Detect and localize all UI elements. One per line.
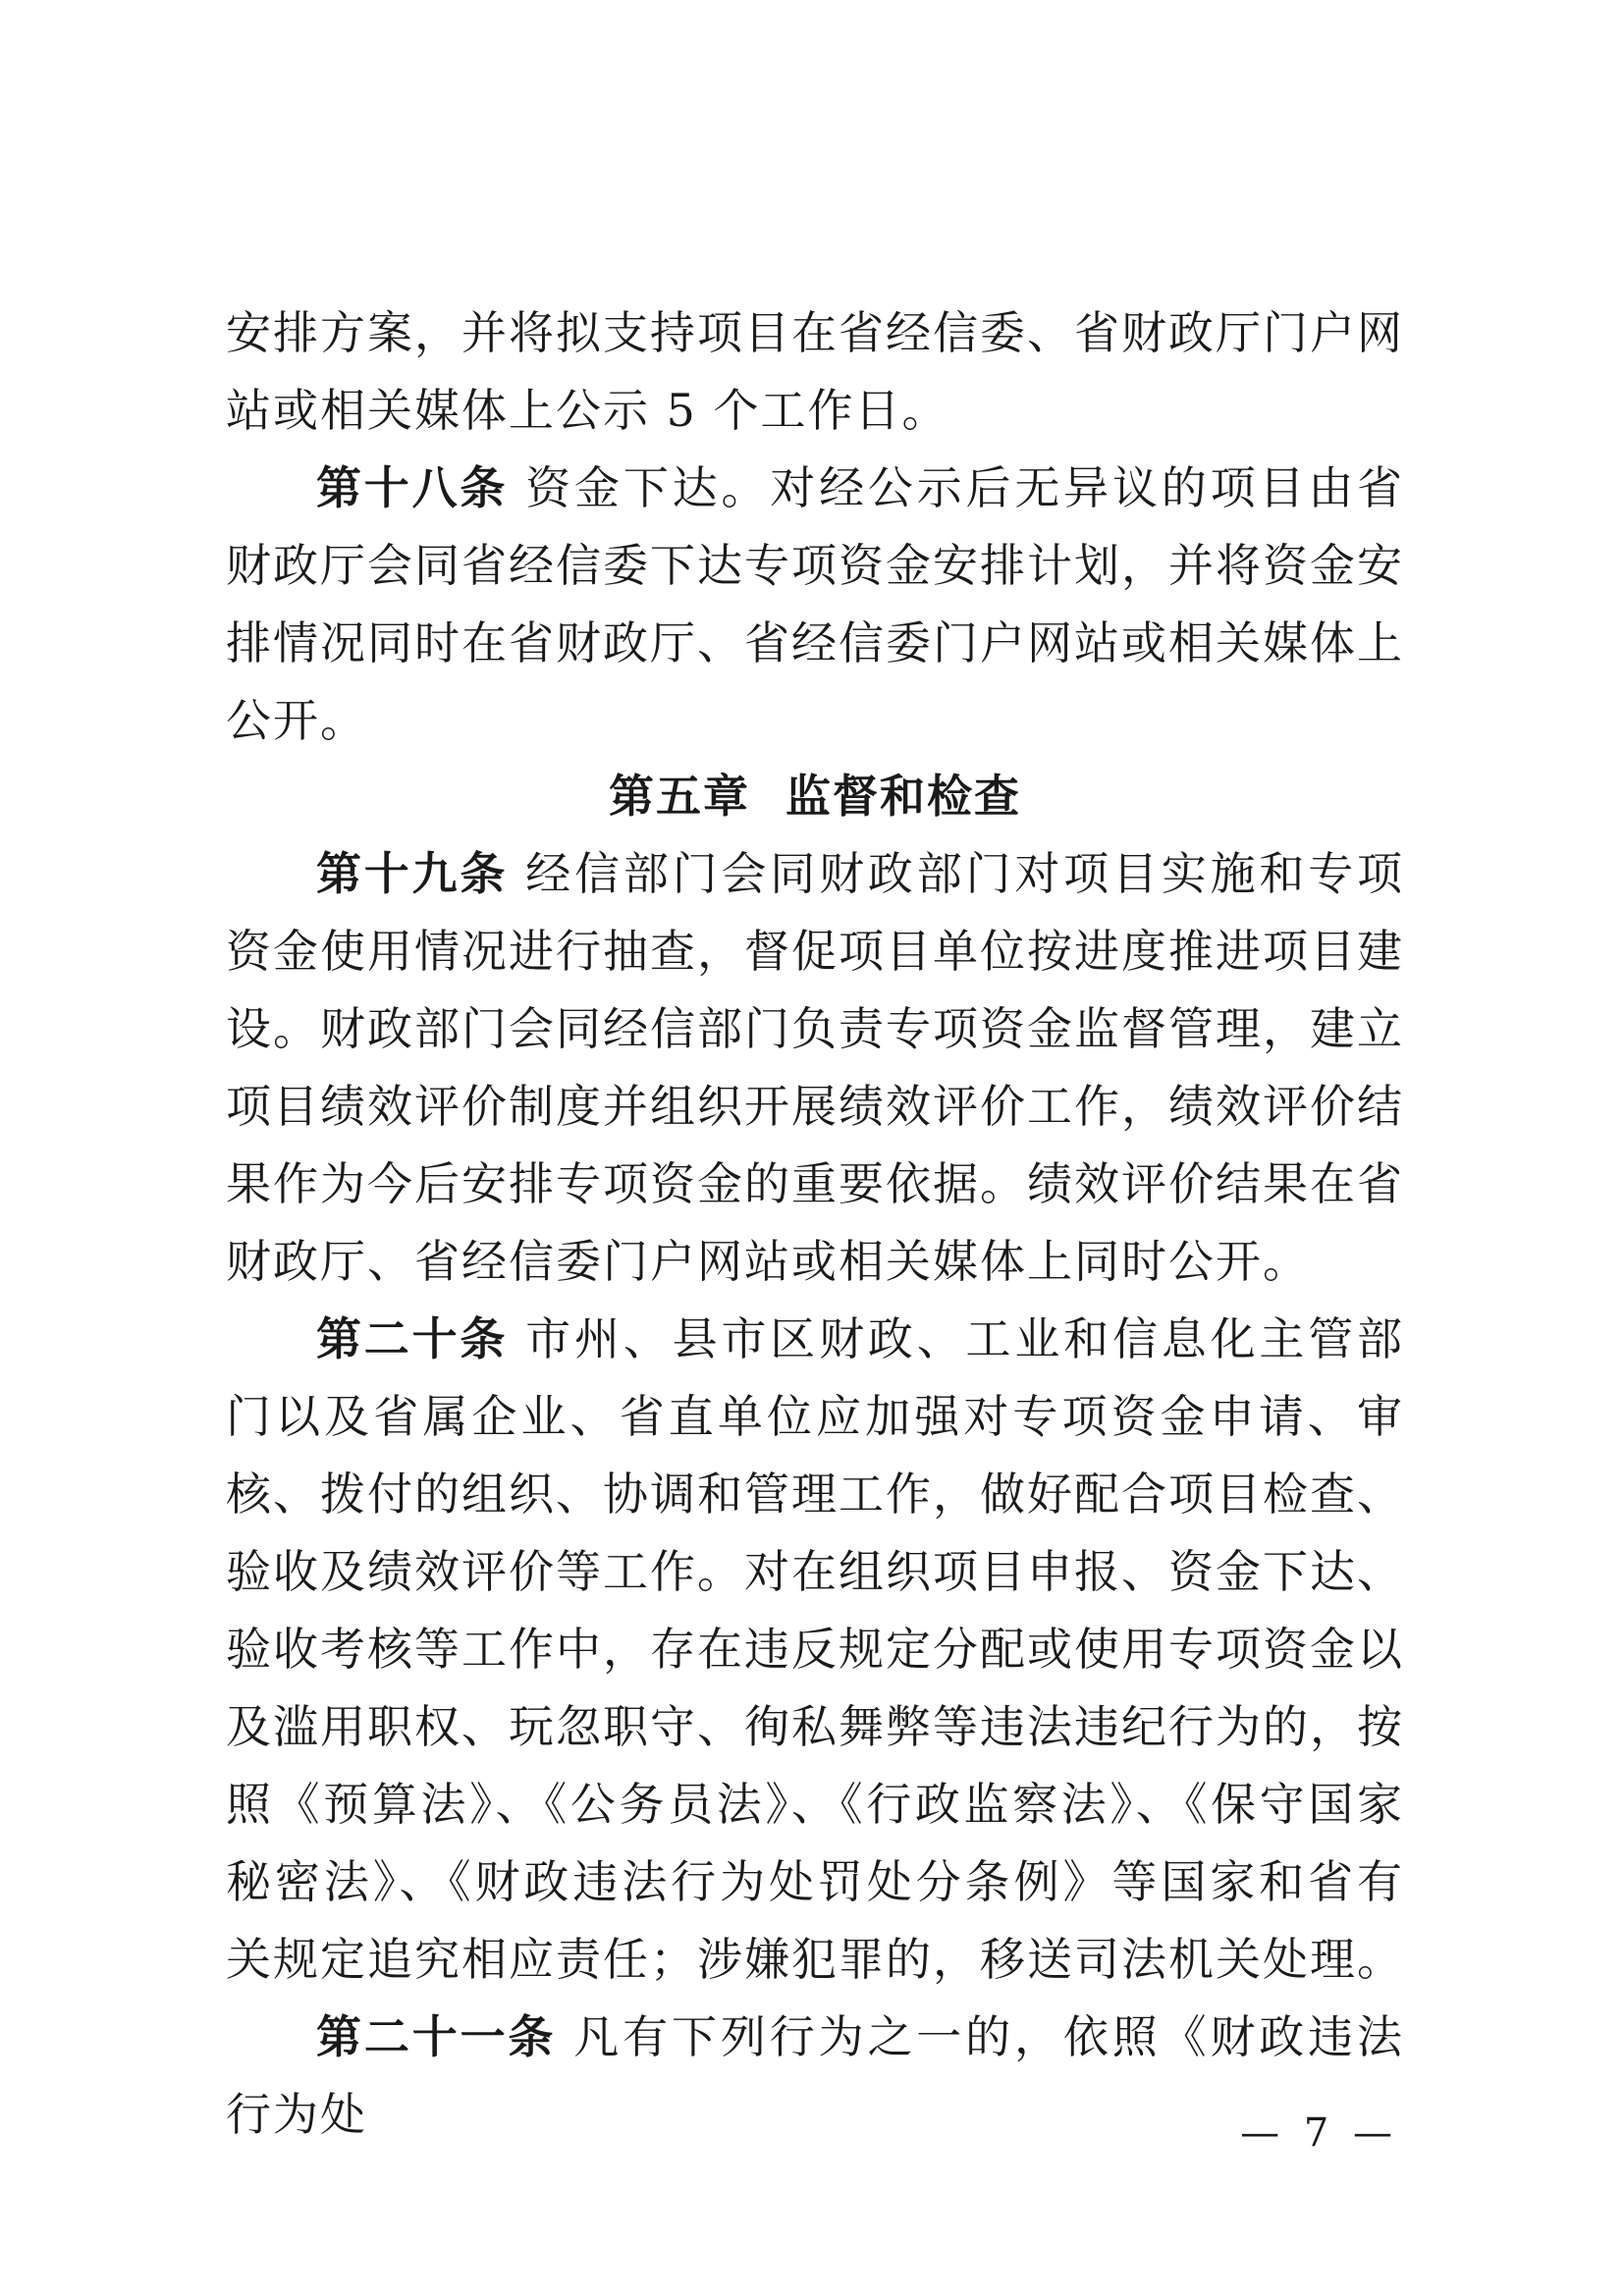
section-before-chapter [226,294,1404,760]
article-19-text: 经信部门会同财政部门对项目实施和专项资金使用情况进行抽查，督促项目单位按进度推进项目建设。财政部门会同经信部门负责专项资金监督管理，建立项目绩效评价制度并组织开展绩效评价工作，绩效评价结果作为今后安排专项资金的重要依据。绩效评价结果在省财政厅、省经信委门户网站或相关媒体上同时公开。 [226,847,1405,1288]
chapter-title: 监督和检查 [785,770,1021,823]
article-20-label: 第二十条 [316,1312,509,1365]
article-21-label: 第二十一条 [316,2010,557,2063]
article-18-paragraph [226,450,1404,760]
intro-continuation-paragraph [226,294,1404,450]
chapter-number: 第五章 [609,770,750,823]
intro-continuation-text: 安排方案，并将拟支持项目在省经信委、省财政厅门户网站或相关媒体上公示 5 个工作日。 [226,306,1404,437]
article-21-text: 凡有下列行为之一的，依照《财政违法行为处 [226,2010,1405,2141]
article-19-label: 第十九条 [316,847,509,900]
section-after-chapter [226,835,1404,2154]
article-18-label: 第十八条 [316,461,509,514]
article-20-paragraph [226,1301,1404,1999]
article-20-text: 市州、县市区财政、工业和信息化主管部门以及省属企业、省直单位应加强对专项资金申请、审核、拨付的组织、协调和管理工作，做好配合项目检查、验收及绩效评价等工作。对在组织项目申报、资金下达、验收考核等工作中，存在违反规定分配或使用专项资金以及滥用职权、玩忽职守、徇私舞弊等违法违纪行为的，按照《预算法》、《公务员法》、《行政监察法》、《保守国家秘密法》、《财政违法行为处罚处分条例》等国家和省有关规定追究相应责任；涉嫌犯罪的，移送司法机关处理。 [226,1312,1405,1986]
article-18-text: 资金下达。对经公示后无异议的项目由省财政厅会同省经信委下达专项资金安排计划，并将资金安排情况同时在省财政厅、省经信委门户网站或相关媒体上公开。 [226,461,1405,747]
chapter-heading [226,758,1404,835]
page-number: — 7 — [1240,2110,1398,2156]
article-21-paragraph [226,1999,1404,2154]
article-19-paragraph [226,835,1404,1301]
